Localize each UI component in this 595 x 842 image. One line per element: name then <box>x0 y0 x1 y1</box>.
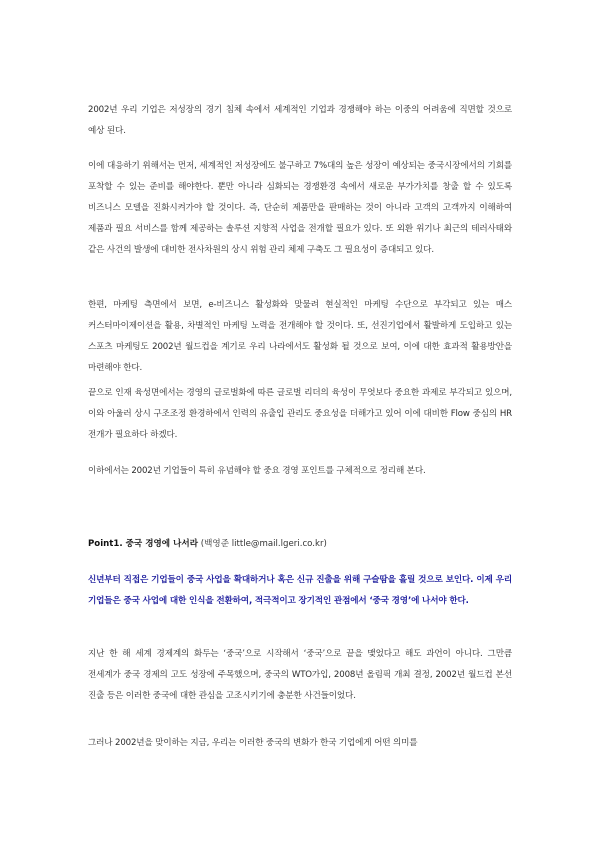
paragraph-marketing: 한편, 마케팅 측면에서 보면, e-비즈니스 활성화와 맞물려 현실적인 마케팅 수단으로 부각되고 있는 매스 커스터마이제이션을 활용, 차별적인 마케팅 노력을 전개해야 할 것이다. 또, 선진기업에서 활발하게 도입하고 있는 스포츠 마케팅도 2002년 월드컵을 계기로 우리 나라에서도 활성화 될 것으로 보여, 이에 대한 효과적 활용방안을 마련해야 한다. <box>88 300 512 373</box>
lead-paragraph: 신년부터 직접은 기업들이 중국 사업을 확대하거나 혹은 신규 진출을 위해 구슬땀을 흘릴 것으로 보인다. 이제 우리 기업들은 중국 사업에 대한 인식을 전환하여, 적극적이고 장기적인 관점에서 ‘중국 경영’에 나서야 한다. <box>88 575 512 606</box>
paragraph-talent: 끝으로 인재 육성면에서는 경영의 글로벌화에 따른 글로벌 리더의 육성이 무엇보다 중요한 과제로 부각되고 있으며, 이와 아울러 상시 구조조정 환경하에서 인력의 유출입 관리도 중요성을 더해가고 있어 이에 대비한 Flow 중심의 HR 전개가 필요하다 하겠다. <box>88 388 512 440</box>
paragraph-intro: 2002년 우리 기업은 저성장의 경기 침체 속에서 세계적인 기업과 경쟁해야 하는 이중의 어려움에 직면할 것으로 예상 된다. <box>88 105 512 136</box>
paragraph-strategy: 이에 대응하기 위해서는 먼저, 세계적인 저성장에도 불구하고 7%대의 높은 성장이 예상되는 중국시장에서의 기회를 포착할 수 있는 준비를 해야한다. 뿐만 아니라 심화되는 경쟁환경 속에서 새로운 부가가치를 창출 할 수 있도록 비즈니스 모델을 진화시켜가야 할 것이다. 즉, 단순히 제품만을 판매하는 것이 아니라 고객의 고객까지 이해하여 제품과 필요 서비스를 함께 제공하는 솔루션 지향적 사업을 전개할 필요가 있다. 또 외환 위기나 최근의 테러사태와 같은 사건의 발생에 대비한 전사차원의 상시 위험 관리 체제 구축도 그 필요성이 증대되고 있다. <box>88 161 512 255</box>
paragraph-china-topic: 지난 한 해 세계 경제계의 화두는 ‘중국’으로 시작해서 ‘중국’으로 끝을 맺었다고 해도 과언이 아니다. 그만큼 전세계가 중국 경제의 고도 성장에 주목했으며, 중국의 WTO가입, 2008년 올림픽 개최 결정, 2002년 월드컵 본선 진출 등은 이러한 중국에 대한 관심을 고조시키기에 충분한 사건들이었다. <box>88 649 512 701</box>
section-heading <box>88 536 512 552</box>
section-contact: (백영준 little@mail.lgeri.co.kr) <box>200 539 327 549</box>
paragraph-summary: 이하에서는 2002년 기업들이 특히 유념해야 할 중요 경영 포인트를 구체적으로 정리해 본다. <box>88 466 426 476</box>
section-title: Point1. 중국 경영에 나서라 <box>88 539 199 549</box>
paragraph-meaning: 그러나 2002년을 맞이하는 지금, 우리는 이러한 중국의 변화가 한국 기업에게 어떤 의미를 <box>88 738 418 748</box>
